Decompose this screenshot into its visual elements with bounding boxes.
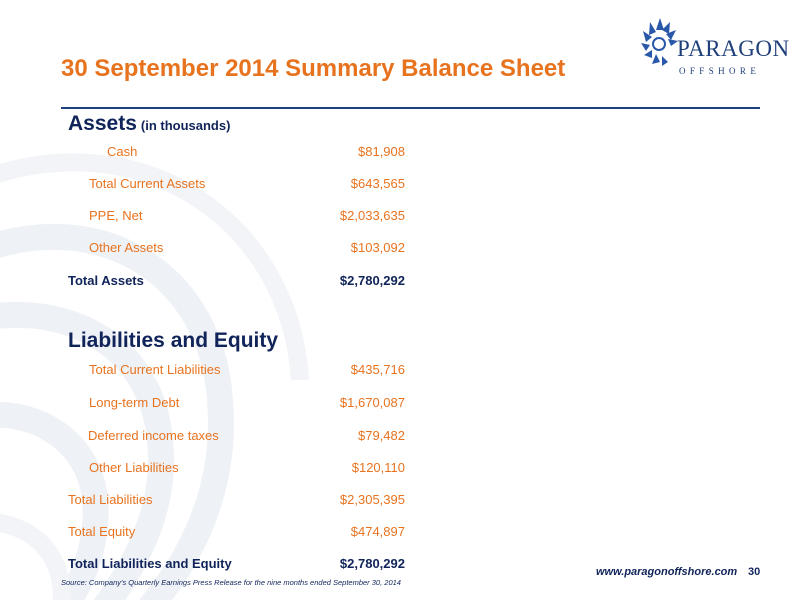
row-value: $643,565 xyxy=(350,176,405,191)
assets-heading xyxy=(68,112,230,136)
row-value: $81,908 xyxy=(358,144,405,159)
row-label: PPE, Net xyxy=(89,208,143,223)
balance-row-deferred-income-taxes xyxy=(0,428,800,448)
balance-row-cash xyxy=(0,144,800,164)
page-title: 30 September 2014 Summary Balance Sheet xyxy=(61,55,566,82)
balance-row-long-term-debt xyxy=(0,395,800,415)
balance-row-total-current-liabilities xyxy=(0,362,800,382)
row-value: $120,110 xyxy=(351,460,405,475)
assets-heading-note: (in thousands) xyxy=(140,118,231,133)
balance-row-ppe-net xyxy=(0,208,800,228)
balance-row-other-assets xyxy=(0,240,800,260)
row-value: $2,780,292 xyxy=(339,273,405,288)
balance-row-other-liabilities xyxy=(0,460,800,480)
row-value: $103,092 xyxy=(350,240,405,255)
logo-wordmark: PARAGON xyxy=(677,36,790,61)
source-note: Source: Company's Quarterly Earnings Press Release for the nine months ended September 30, 2014 xyxy=(61,578,401,587)
row-label: Other Liabilities xyxy=(89,460,179,475)
row-label: Total Liabilities xyxy=(68,492,153,507)
row-label: Long-term Debt xyxy=(89,395,180,410)
title-divider xyxy=(61,107,760,109)
balance-row-total-assets xyxy=(0,273,800,293)
logo-subtitle: OFFSHORE xyxy=(679,66,761,76)
balance-row-total-liabilities xyxy=(0,492,800,512)
website-link[interactable]: www.paragonoffshore.com xyxy=(596,566,738,578)
row-label: Total Liabilities and Equity xyxy=(68,556,232,571)
balance-row-total-equity xyxy=(0,524,800,544)
row-label: Total Current Liabilities xyxy=(89,362,221,377)
assets-heading-text: Assets xyxy=(68,112,137,135)
row-value: $2,033,635 xyxy=(339,208,405,223)
balance-row-total-current-assets xyxy=(0,176,800,196)
row-label: Deferred income taxes xyxy=(88,428,219,443)
row-label: Other Assets xyxy=(89,240,164,255)
row-value: $2,305,395 xyxy=(339,492,405,507)
row-label: Total Equity xyxy=(68,524,136,539)
page-number: 30 xyxy=(748,566,761,578)
paragon-offshore-logo xyxy=(638,14,790,84)
row-label: Cash xyxy=(107,144,138,159)
row-value: $1,670,087 xyxy=(339,395,405,410)
liabilities-heading: Liabilities and Equity xyxy=(68,329,279,352)
row-value: $474,897 xyxy=(350,524,405,539)
row-value: $79,482 xyxy=(358,428,405,443)
row-label: Total Current Assets xyxy=(89,176,206,191)
row-value: $435,716 xyxy=(350,362,405,377)
nautilus-shell-icon xyxy=(638,14,682,70)
row-value: $2,780,292 xyxy=(339,556,405,571)
row-label: Total Assets xyxy=(68,273,144,288)
